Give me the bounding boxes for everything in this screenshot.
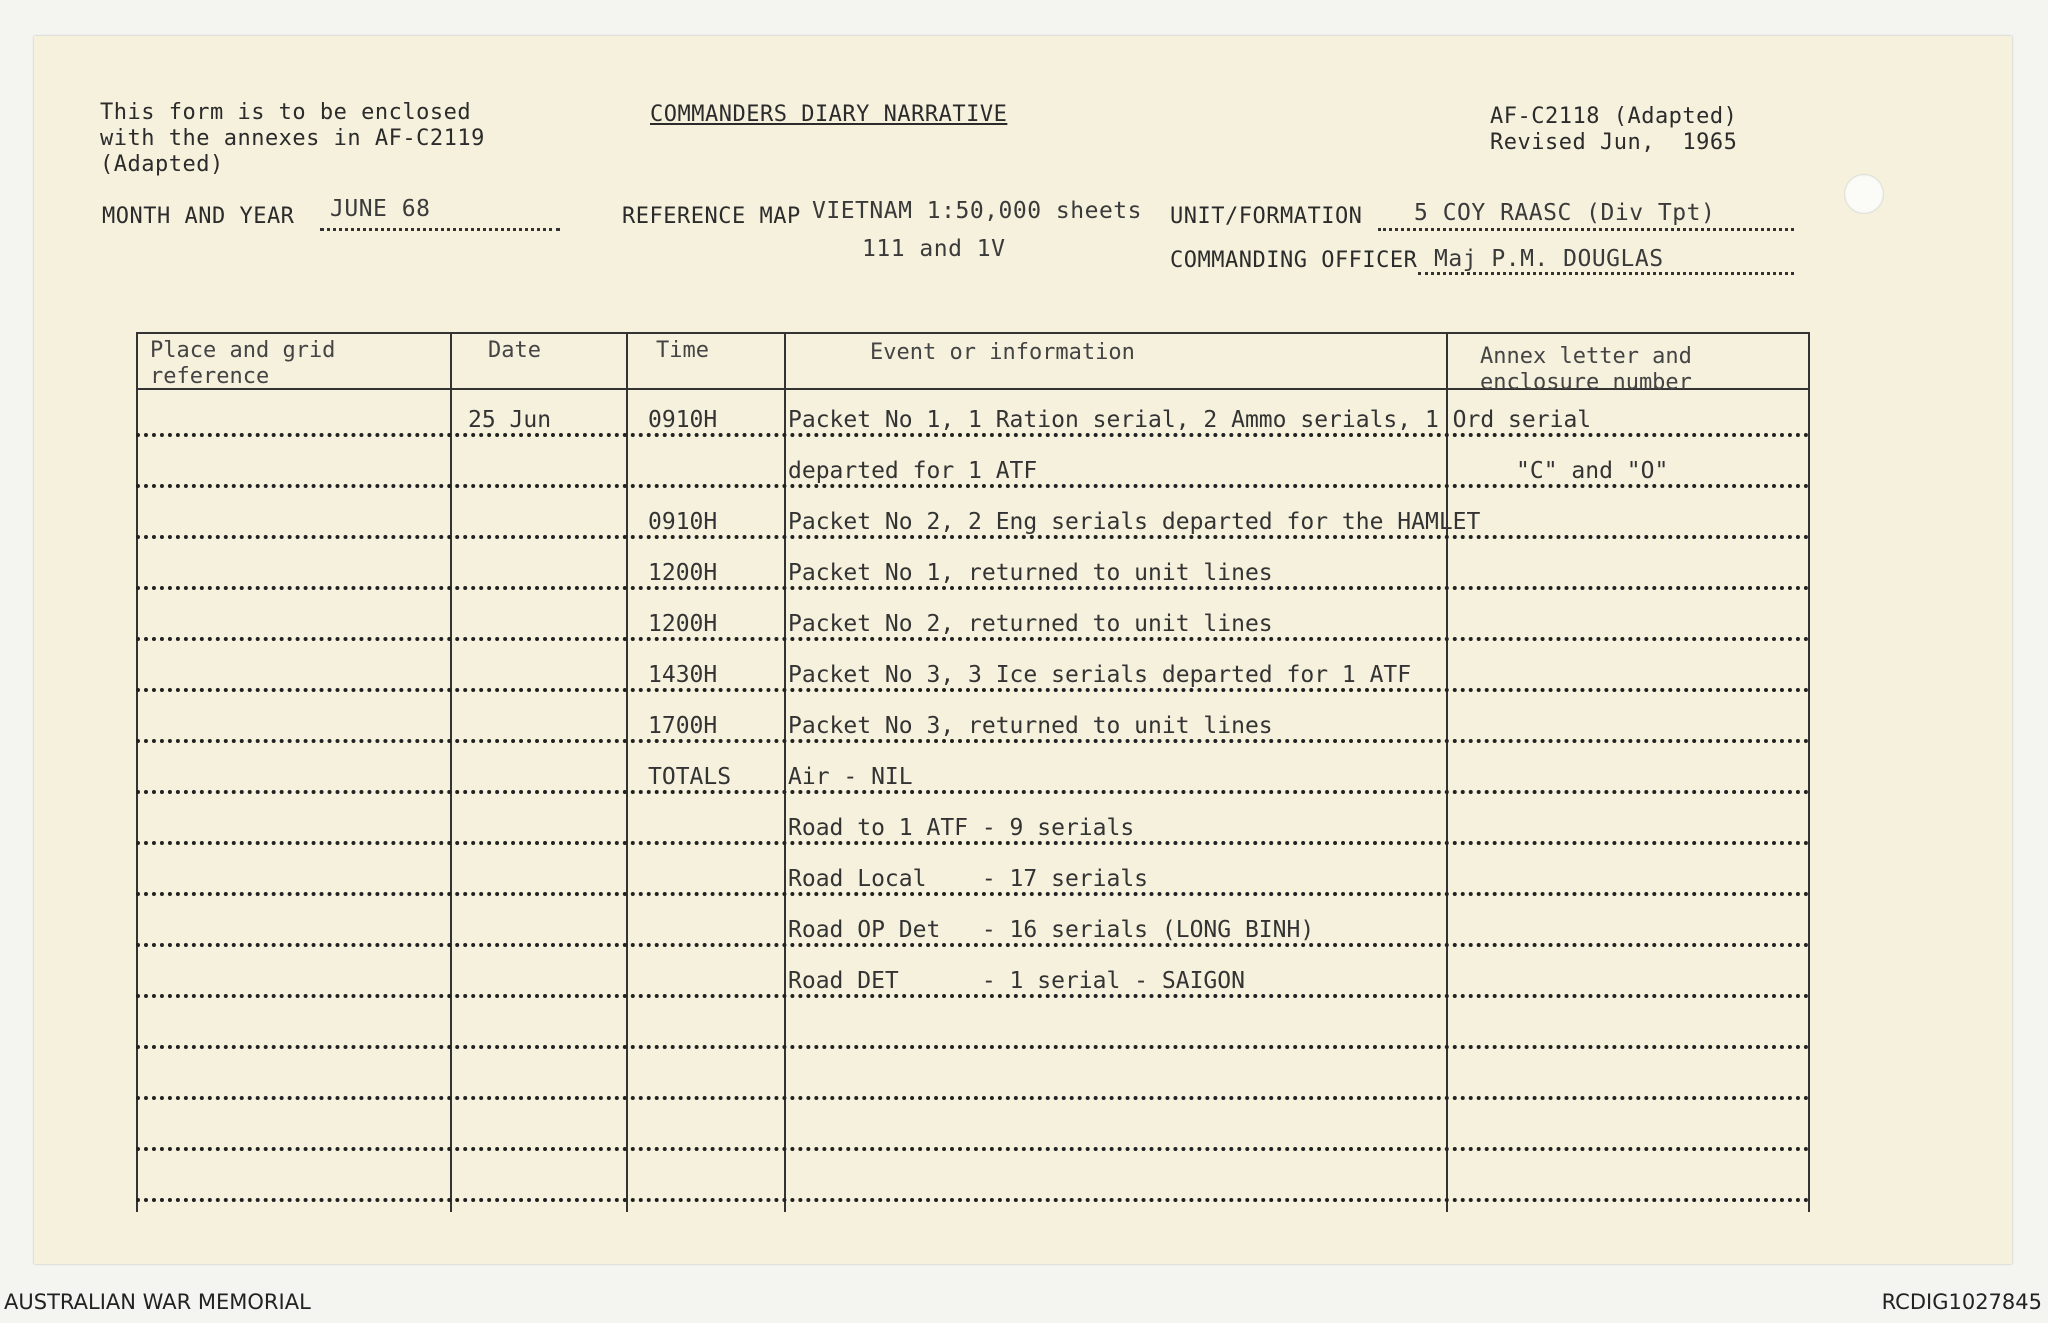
cell-event: Packet No 3, 3 Ice serials departed for 1 ATF: [788, 662, 1412, 688]
table-row: [136, 545, 1810, 596]
cell-time: 1200H: [648, 611, 718, 637]
header-event: Event or information: [870, 340, 1135, 365]
form-title: COMMANDERS DIARY NARRATIVE: [650, 102, 1008, 127]
row-dot-leader: [136, 994, 1810, 998]
table-row: [136, 851, 1810, 902]
table-row: [136, 1004, 1810, 1055]
row-dot-leader: [136, 1147, 1810, 1151]
cell-event: Road OP Det - 16 serials (LONG BINH): [788, 917, 1315, 943]
table-row: [136, 1157, 1810, 1208]
unit-label: UNIT/FORMATION: [1170, 204, 1363, 229]
cell-event: Packet No 1, returned to unit lines: [788, 560, 1273, 586]
cell-event: Air - NIL: [788, 764, 913, 790]
form-sheet: [34, 36, 2012, 1264]
cell-event: Road Local - 17 serials: [788, 866, 1149, 892]
footer-source: AUSTRALIAN WAR MEMORIAL: [4, 1290, 311, 1314]
cell-time: TOTALS: [648, 764, 732, 790]
diary-table: [136, 332, 1810, 1212]
footer-id: RCDIG1027845: [1881, 1290, 2042, 1314]
month-year-value: JUNE 68: [330, 196, 431, 222]
row-dot-leader: [136, 892, 1810, 896]
header-time: Time: [656, 338, 709, 363]
cell-event: Packet No 2, 2 Eng serials departed for the HAMLET: [788, 509, 1481, 535]
row-dot-leader: [136, 535, 1810, 539]
row-dot-leader: [136, 637, 1810, 641]
row-dot-leader: [136, 586, 1810, 590]
commanding-officer-value: Maj P.M. DOUGLAS: [1434, 246, 1664, 272]
cell-time: 0910H: [648, 509, 718, 535]
cell-event: Road DET - 1 serial - SAIGON: [788, 968, 1245, 994]
table-row: [136, 1106, 1810, 1157]
month-year-label: MONTH AND YEAR: [102, 204, 295, 229]
reference-map-value: VIETNAM 1:50,000 sheets: [812, 198, 1142, 224]
cell-event: departed for 1 ATF: [788, 458, 1038, 484]
table-row: [136, 596, 1810, 647]
enclosure-note-line-3: (Adapted): [100, 152, 224, 177]
commanding-officer-label: COMMANDING OFFICER: [1170, 248, 1418, 273]
table-row: [136, 443, 1810, 494]
row-dot-leader: [136, 841, 1810, 845]
row-dot-leader: [136, 790, 1810, 794]
header-annex: Annex letter and enclosure number: [1480, 344, 1692, 395]
table-row: [136, 698, 1810, 749]
header-place: Place and grid reference: [150, 338, 336, 389]
reference-map-label: REFERENCE MAP: [622, 204, 801, 229]
punch-hole: [1844, 174, 1884, 214]
row-dot-leader: [136, 1096, 1810, 1100]
header-date: Date: [488, 338, 541, 363]
row-dot-leader: [136, 943, 1810, 947]
cell-time: 0910H: [648, 407, 718, 433]
form-id: AF-C2118 (Adapted): [1490, 104, 1738, 129]
unit-value: 5 COY RAASC (Div Tpt): [1414, 200, 1716, 226]
table-row: [136, 800, 1810, 851]
row-dot-leader: [136, 1198, 1810, 1202]
table-row: [136, 494, 1810, 545]
cell-time: 1430H: [648, 662, 718, 688]
reference-map-value-2: 111 and 1V: [862, 236, 1006, 262]
cell-event: Road to 1 ATF - 9 serials: [788, 815, 1135, 841]
table-row: [136, 647, 1810, 698]
month-year-dots: [320, 224, 560, 231]
row-dot-leader: [136, 688, 1810, 692]
cell-time: 1700H: [648, 713, 718, 739]
table-row: [136, 749, 1810, 800]
table-row: [136, 953, 1810, 1004]
cell-event: Packet No 3, returned to unit lines: [788, 713, 1273, 739]
cell-date: 25 Jun: [468, 407, 552, 433]
cell-event: Packet No 1, 1 Ration serial, 2 Ammo serials, 1 Ord serial: [788, 407, 1592, 433]
enclosure-note-line-1: This form is to be enclosed: [100, 100, 472, 125]
row-dot-leader: [136, 739, 1810, 743]
table-row: [136, 392, 1810, 443]
enclosure-note-line-2: with the annexes in AF-C2119: [100, 126, 485, 151]
cell-annex: "C" and "O": [1516, 458, 1669, 484]
table-row: [136, 1055, 1810, 1106]
cell-event: Packet No 2, returned to unit lines: [788, 611, 1273, 637]
form-revised: Revised Jun, 1965: [1490, 130, 1738, 155]
cell-time: 1200H: [648, 560, 718, 586]
row-dot-leader: [136, 1045, 1810, 1049]
table-top-border: [136, 332, 1810, 334]
row-dot-leader: [136, 484, 1810, 488]
row-dot-leader: [136, 433, 1810, 437]
table-row: [136, 902, 1810, 953]
